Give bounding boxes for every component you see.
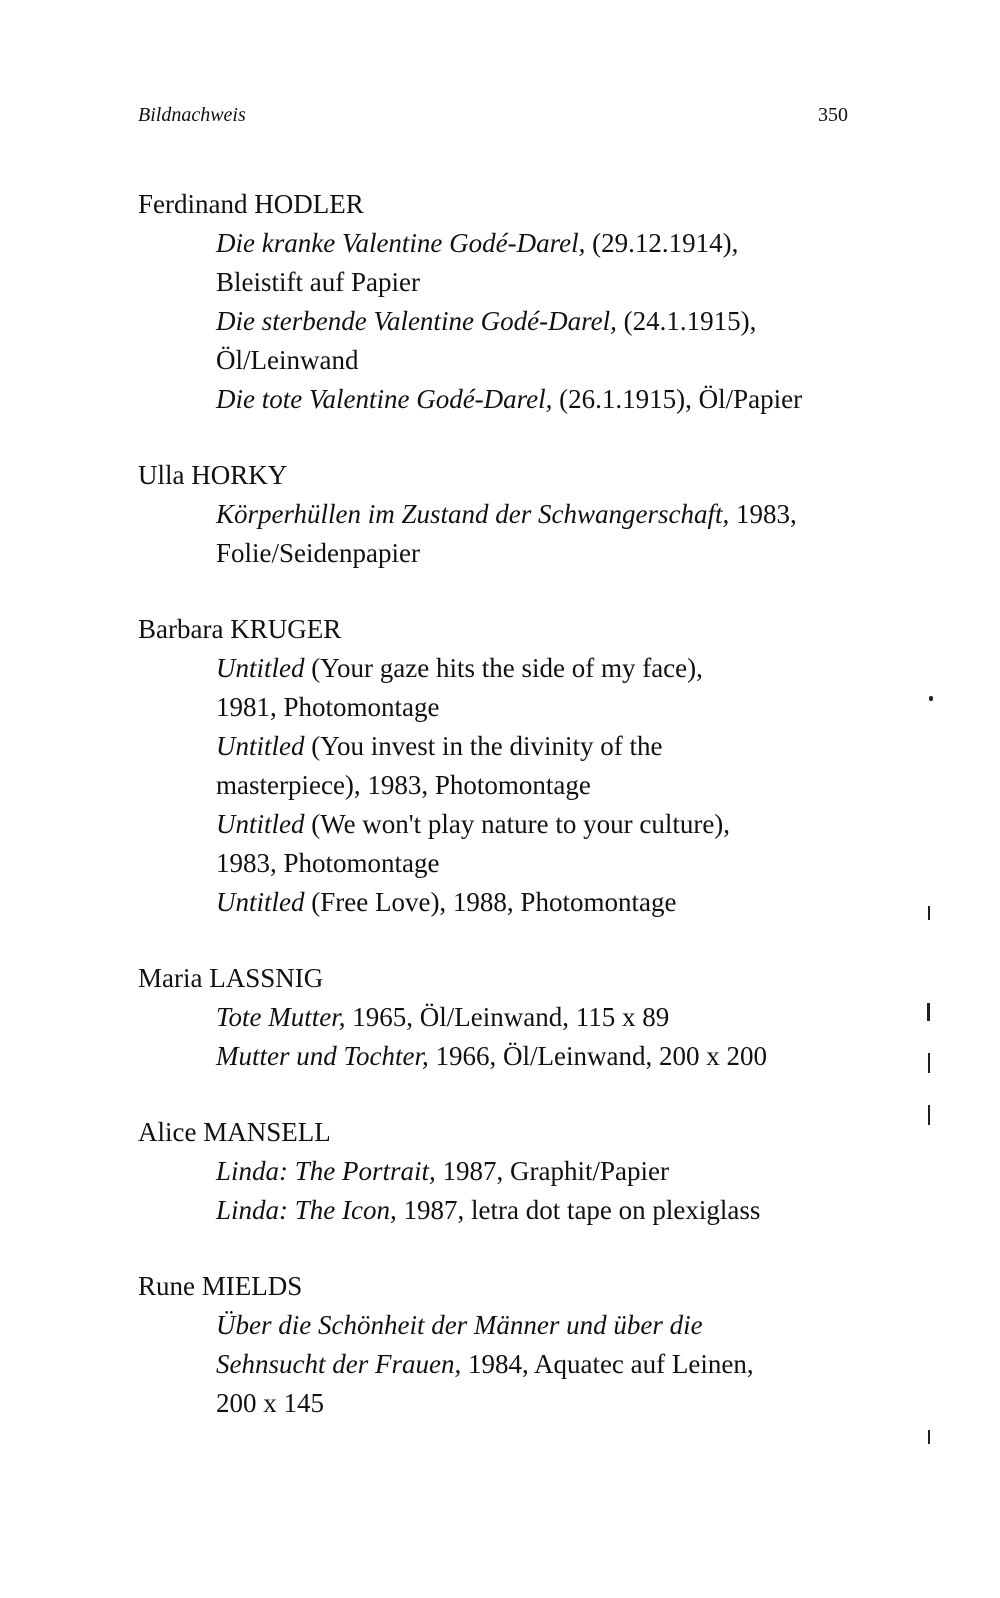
work-details: 1965, Öl/Leinwand, 115 x 89 — [345, 1002, 670, 1032]
work-details: (You invest in the divinity of the — [304, 731, 663, 761]
page-header — [138, 104, 848, 136]
work-line — [138, 805, 898, 844]
work-title: Mutter und Tochter, — [216, 1041, 429, 1071]
artist-name: Rune MIELDS — [138, 1271, 303, 1301]
work-line — [138, 649, 898, 688]
work-line — [138, 1191, 898, 1230]
work-line — [138, 1384, 898, 1423]
artist-entry — [138, 456, 898, 573]
running-title: Bildnachweis — [138, 104, 246, 126]
work-line — [138, 1306, 898, 1345]
work-line — [138, 341, 898, 380]
work-line — [138, 1037, 898, 1076]
work-details: (Your gaze hits the side of my face), — [304, 653, 703, 683]
work-title: Untitled — [216, 809, 305, 839]
work-title: Tote Mutter, — [216, 1002, 346, 1032]
work-title: Die sterbende Valentine Godé-Darel, — [216, 306, 617, 336]
work-details: Öl/Leinwand — [216, 345, 359, 375]
work-details: 1987, letra dot tape on plexiglass — [396, 1195, 761, 1225]
work-title: Sehnsucht der Frauen, — [216, 1349, 462, 1379]
work-line — [138, 766, 898, 805]
work-line — [138, 263, 898, 302]
scan-artifact — [929, 696, 933, 701]
image-credits-list — [138, 185, 898, 1460]
work-details: 1983, — [729, 499, 797, 529]
work-line — [138, 224, 898, 263]
scan-artifact — [928, 906, 930, 920]
work-details: (Free Love), 1988, Photomontage — [304, 887, 677, 917]
work-title: Linda: The Portrait, — [216, 1156, 436, 1186]
work-line — [138, 380, 898, 419]
work-details: 1987, Graphit/Papier — [435, 1156, 669, 1186]
work-line — [138, 844, 898, 883]
work-title: Die tote Valentine Godé-Darel, — [216, 384, 553, 414]
work-details: (24.1.1915), — [616, 306, 757, 336]
work-details: 1966, Öl/Leinwand, 200 x 200 — [428, 1041, 767, 1071]
artist-entry — [138, 959, 898, 1076]
work-details: (We won't play nature to your culture), — [304, 809, 731, 839]
artist-entry — [138, 185, 898, 419]
page-number: 350 — [818, 104, 848, 126]
work-line — [138, 1345, 898, 1384]
work-details: 1983, Photomontage — [216, 848, 440, 878]
work-title: Über die Schönheit der Männer und über die — [216, 1310, 703, 1340]
work-details: 200 x 145 — [216, 1388, 324, 1418]
work-details: masterpiece), 1983, Photomontage — [216, 770, 591, 800]
work-line — [138, 495, 898, 534]
artist-name: Ulla HORKY — [138, 460, 288, 490]
artist-entry — [138, 1267, 898, 1423]
artist-entry — [138, 610, 898, 922]
work-title: Körperhüllen im Zustand der Schwangerschaft, — [216, 499, 730, 529]
scan-artifact — [927, 1003, 930, 1021]
scan-artifact — [928, 1053, 930, 1073]
work-title: Untitled — [216, 653, 305, 683]
work-line — [138, 1152, 898, 1191]
work-line — [138, 534, 898, 573]
scan-artifact — [928, 1105, 930, 1125]
artist-name: Maria LASSNIG — [138, 963, 324, 993]
work-title: Untitled — [216, 731, 305, 761]
artist-name: Ferdinand HODLER — [138, 189, 364, 219]
work-title: Linda: The Icon, — [216, 1195, 397, 1225]
work-details: Folie/Seidenpapier — [216, 538, 420, 568]
work-details: 1981, Photomontage — [216, 692, 440, 722]
work-line — [138, 998, 898, 1037]
work-title: Untitled — [216, 887, 305, 917]
work-line — [138, 727, 898, 766]
artist-entry — [138, 1113, 898, 1230]
work-line — [138, 302, 898, 341]
work-details: (29.12.1914), — [585, 228, 739, 258]
work-details: 1984, Aquatec auf Leinen, — [461, 1349, 754, 1379]
artist-name: Barbara KRUGER — [138, 614, 342, 644]
work-details: (26.1.1915), Öl/Papier — [552, 384, 803, 414]
artist-name: Alice MANSELL — [138, 1117, 331, 1147]
work-title: Die kranke Valentine Godé-Darel, — [216, 228, 586, 258]
work-line — [138, 883, 898, 922]
scan-artifact — [928, 1430, 930, 1444]
work-line — [138, 688, 898, 727]
work-details: Bleistift auf Papier — [216, 267, 420, 297]
